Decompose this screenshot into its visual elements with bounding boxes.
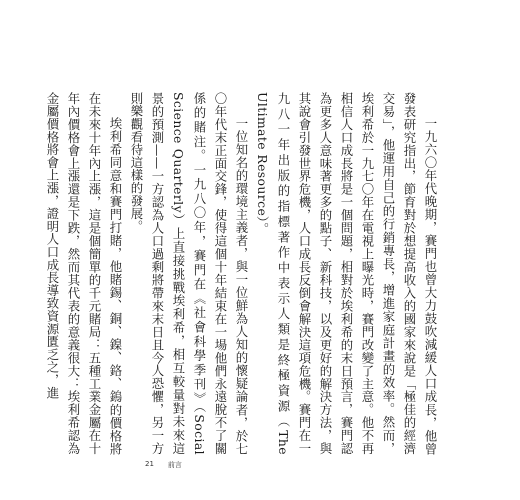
page-footer <box>145 460 182 470</box>
running-head: 前言 <box>167 461 182 469</box>
paragraph: 一位知名的環境主義者，與一位鮮為人知的懷疑論者，於七〇年代末正面交鋒，使得這個十年結束在一場他們永遠脫不了關係的賭注。一九八〇年，賽門在《社會科學季刊》（Social Science Quarterly）上直接挑戰埃利希，相互較量對未來這景的預測——一方認為人口過剩將帶來末日且今人恐懼，另一方則樂觀看待這樣的發展。 <box>129 92 249 455</box>
page-number: 21 <box>145 460 154 468</box>
paragraph: 一九六〇年代晚期，賽門也曾大力鼓吹減緩人口成長，他曾發表研究指出，節育對於想提高收入的國家來說是「極佳的經濟交易」，他運用自己的行銷專長，增進家庭計畫的效率。然而，埃利希於一九七〇年在電視上曝光時，賽門改變了主意。他不再相信人口成長將是一個問題，相對於埃利希的末日預言，賽門認為更多人意味著更多的點子、新科技，以及更好的解決方法，與其說會引發世界危機，人口成長反倒會解決這項危機。賽門在一九八一年出版的指標著作中表示人類是終極資源（The Ultimate Resource）。 <box>255 92 438 455</box>
paragraph: 埃利希同意和賽門打賭，他賭錫、銅、鎳、鉻、鎢的價格將在未來十年內上漲，這是個簡單的千元賭局：五種工業金屬在十年內價格會上漲還是下跌，然而其代表的意義很大：埃利希認為金屬價格將會上漲，證明人口成長導致資源匱乏之，進 <box>45 92 123 455</box>
vertical-text-block <box>42 92 441 455</box>
